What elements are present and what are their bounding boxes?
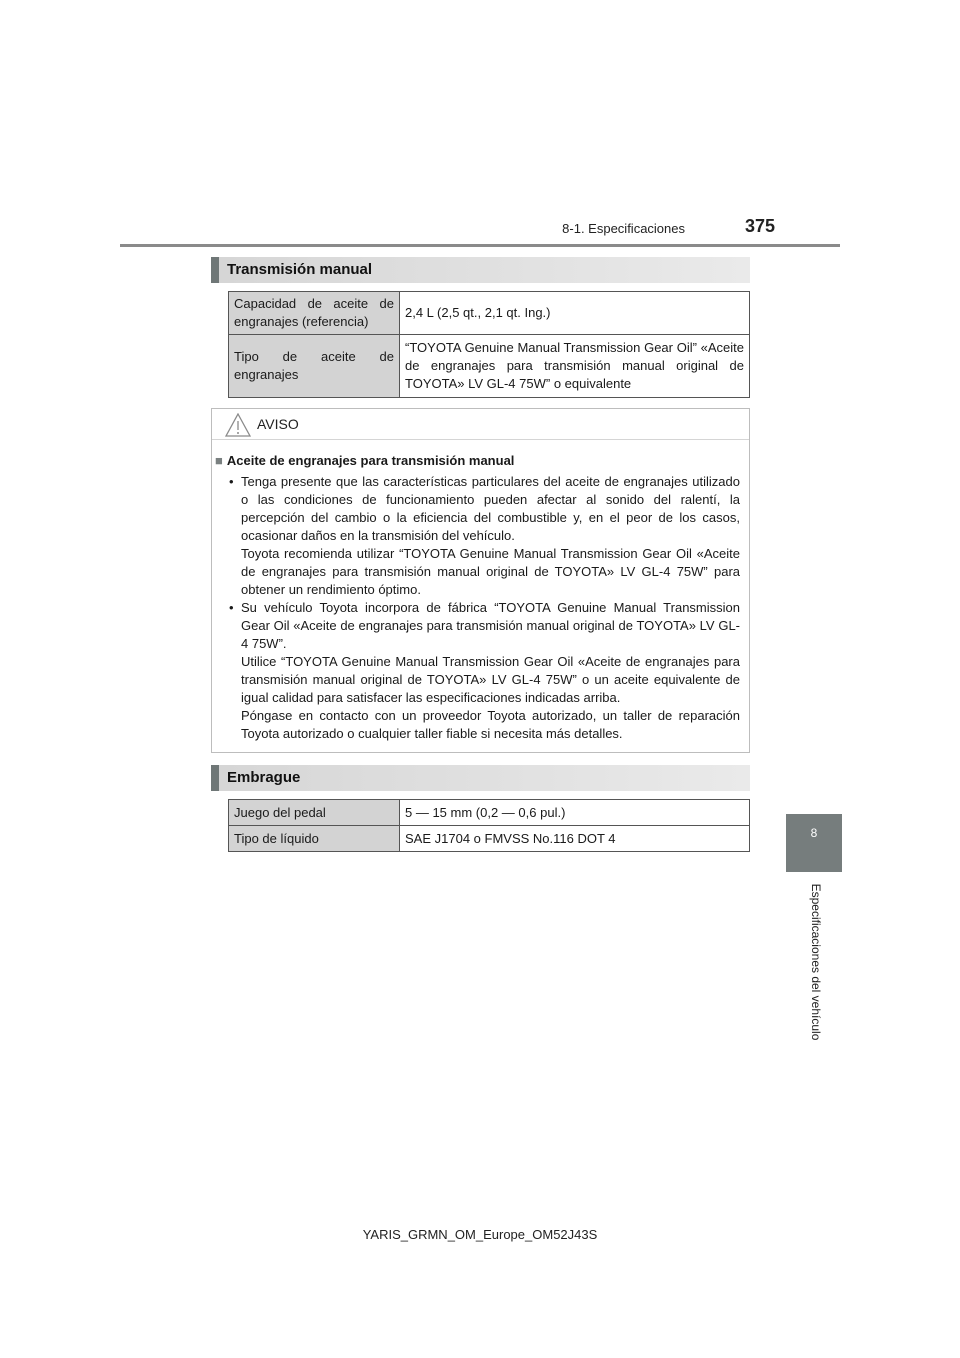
warning-triangle-icon [225, 413, 251, 437]
page-number: 375 [744, 216, 775, 236]
warning-paragraph: • Tenga presente que las características particulares del aceite de engranajes utilizado o las condiciones de funcionamiento pueden afectar al sonido del ralentí, la percepción del cambio o la eficiencia del combustible y, en el peor de los casos, ocasionar daños en la transmisión del vehículo. [241, 474, 740, 543]
section-breadcrumb: 8-1. Especificaciones [562, 221, 685, 236]
table-row [229, 335, 750, 398]
spec-value: SAE J1704 o FMVSS No.116 DOT 4 [400, 826, 750, 852]
spec-label: Tipo de líquido [229, 826, 400, 852]
spec-label: Capacidad de aceite de engranajes (referencia) [229, 292, 400, 335]
chapter-number: 8 [810, 826, 818, 840]
header-divider [120, 244, 840, 247]
chapter-title: Especificaciones del vehículo [809, 883, 823, 1041]
spec-label: Juego del pedal [229, 800, 400, 826]
list-item [229, 473, 740, 599]
warning-paragraph: Póngase en contacto con un proveedor Toyota autorizado, un taller de reparación Toyota autorizado o cualquier taller fiable si necesita más detalles. [241, 708, 740, 741]
warning-paragraph: Utilice “TOYOTA Genuine Manual Transmission Gear Oil «Aceite de engranajes para transmisión manual original de TOYOTA» LV GL-4 75W” o un aceite equivalente de igual calidad para satisfacer las especificaciones indicadas arriba. [241, 654, 740, 705]
document-code: YARIS_GRMN_OM_Europe_OM52J43S [362, 1227, 598, 1242]
warning-subtitle-text: Aceite de engranajes para transmisión manual [226, 453, 515, 468]
warning-subtitle [215, 452, 740, 470]
spec-label: Tipo de aceite de engranajes [229, 335, 400, 398]
table-row [229, 826, 750, 852]
warning-paragraph: Toyota recomienda utilizar “TOYOTA Genuine Manual Transmission Gear Oil «Aceite de engranajes para transmisión manual original de TOYOTA» LV GL-4 75W” para obtener un rendimiento óptimo. [241, 546, 740, 597]
square-bullet-icon: ■ [215, 453, 223, 468]
manual-transmission-table [228, 291, 750, 398]
table-row [229, 292, 750, 335]
clutch-heading: Embrague [211, 765, 750, 791]
warning-paragraph: • Su vehículo Toyota incorpora de fábrica “TOYOTA Genuine Manual Transmission Gear Oil «Aceite de engranajes para transmisión manual original de TOYOTA» LV GL-4 75W”. [241, 600, 740, 651]
spec-value: “TOYOTA Genuine Manual Transmission Gear Oil” «Aceite de engranajes para transmisión manual original de TOYOTA» LV GL-4 75W” o equivalente [400, 335, 750, 398]
clutch-table [228, 799, 750, 852]
warning-body [215, 452, 740, 743]
manual-transmission-heading: Transmisión manual [211, 257, 750, 283]
warning-title: AVISO [257, 416, 299, 432]
warning-list [215, 473, 740, 743]
spec-value: 5 — 15 mm (0,2 — 0,6 pul.) [400, 800, 750, 826]
spec-value: 2,4 L (2,5 qt., 2,1 qt. Ing.) [400, 292, 750, 335]
list-item [229, 599, 740, 743]
table-row [229, 800, 750, 826]
